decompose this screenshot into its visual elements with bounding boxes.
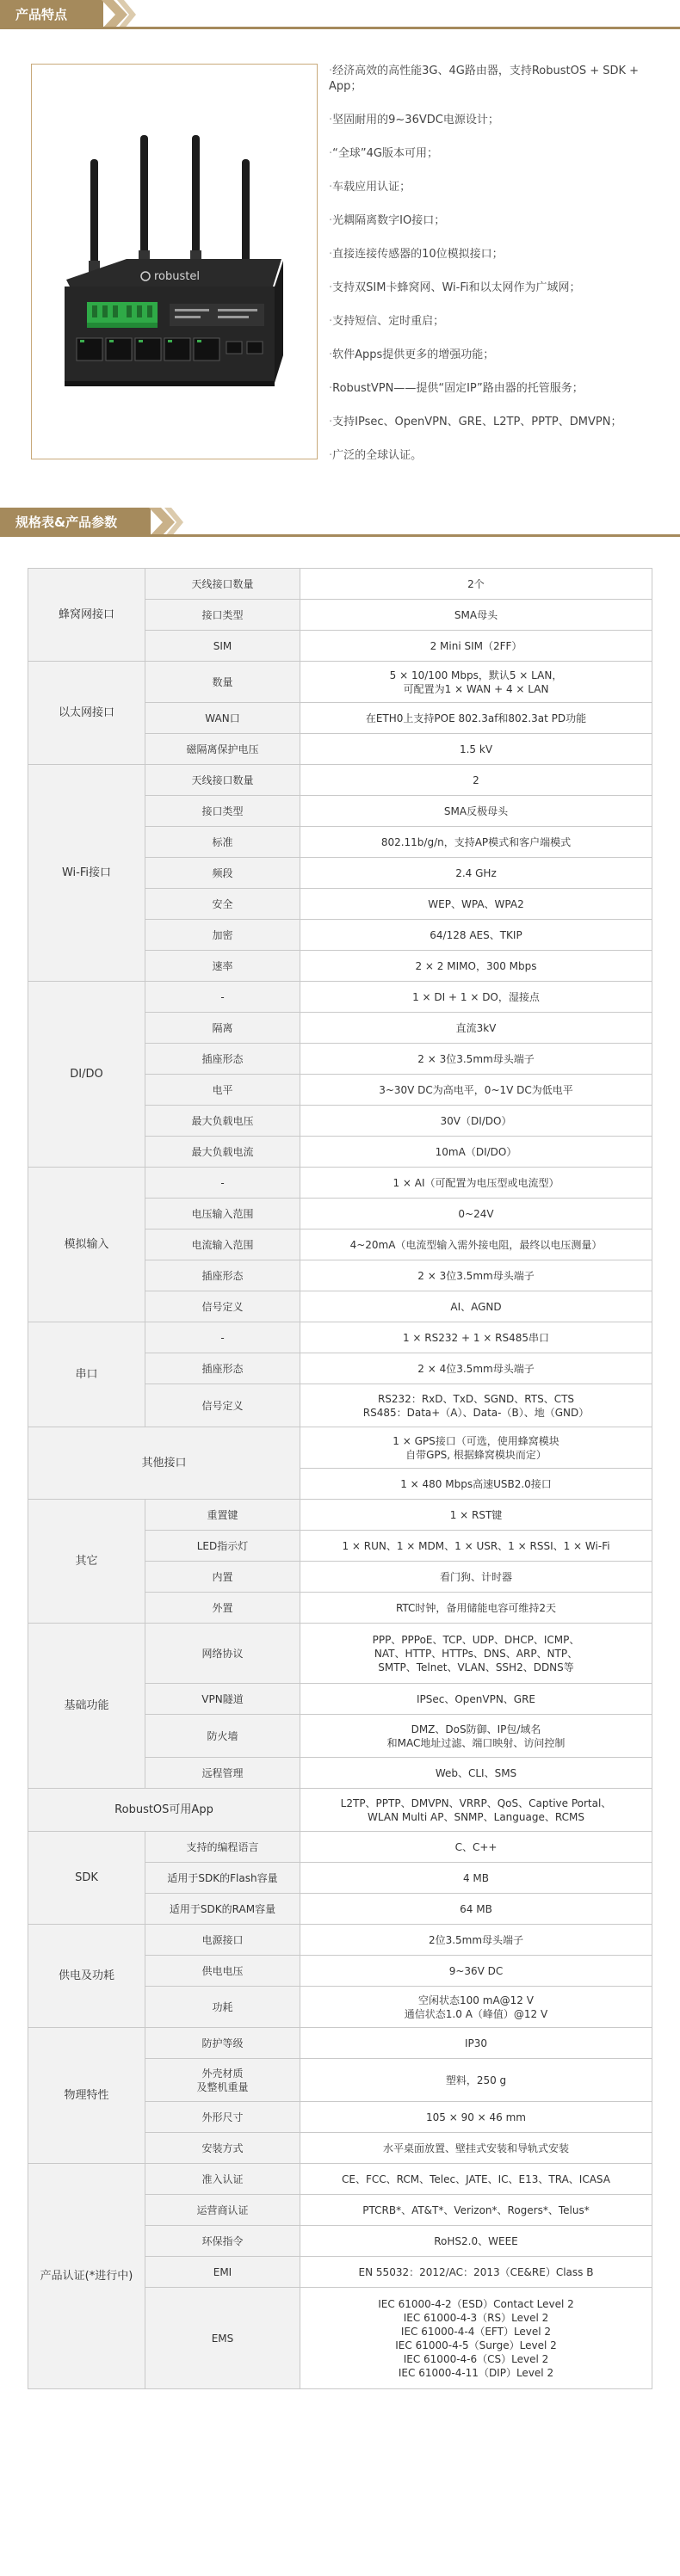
feature-list: [329, 64, 673, 482]
param-cell: 接口类型: [145, 796, 300, 827]
param-cell: 电流输入范围: [145, 1229, 300, 1260]
section-rule: [0, 534, 680, 537]
value-cell: 10mA（DI/DO）: [300, 1137, 652, 1168]
param-cell: 天线接口数量: [145, 765, 300, 796]
brand-logo-text: robustel: [154, 270, 200, 283]
param-cell: 隔离: [145, 1013, 300, 1044]
param-cell: 插座形态: [145, 1353, 300, 1384]
list-item: ·支持IPsec、OpenVPN、GRE、L2TP、PPTP、DMVPN；: [329, 416, 622, 428]
param-cell: 速率: [145, 951, 300, 982]
category-cell: 串口: [28, 1322, 145, 1427]
features-section-title: 产品特点: [0, 0, 103, 29]
param-cell: 插座形态: [145, 1260, 300, 1291]
param-cell: 频段: [145, 858, 300, 889]
list-item: ·广泛的全球认证。: [329, 449, 423, 462]
param-cell: 加密: [145, 920, 300, 951]
value-cell: RS232：RxD、TxD、SGND、RTS、CTS RS485：Data+（A）、Data-（B）、地（GND）: [300, 1384, 652, 1427]
param-cell: 最大负载电压: [145, 1106, 300, 1137]
list-item: ·“全球”4G版本可用；: [329, 147, 438, 160]
param-cell: 内置: [145, 1562, 300, 1593]
table-row: [28, 662, 652, 703]
value-cell: RTC时钟，备用储能电容可维持2天: [300, 1593, 652, 1624]
value-cell: IPSec、OpenVPN、GRE: [300, 1684, 652, 1715]
value-cell: 64 MB: [300, 1894, 652, 1925]
value-cell: 塑料，250 g: [300, 2059, 652, 2102]
value-cell: 直流3kV: [300, 1013, 652, 1044]
param-cell: 接口类型: [145, 600, 300, 631]
category-cell: DI/DO: [28, 982, 145, 1168]
value-cell: CE、FCC、RCM、Telec、JATE、IC、E13、TRA、ICASA: [300, 2164, 652, 2195]
value-cell: 2 × 3位3.5mm母头端子: [300, 1044, 652, 1075]
spec-table: [28, 568, 652, 2389]
value-cell: 1 × RUN、1 × MDM、1 × USR、1 × RSSI、1 × Wi-Fi: [300, 1531, 652, 1562]
param-cell: 信号定义: [145, 1384, 300, 1427]
value-cell: 64/128 AES、TKIP: [300, 920, 652, 951]
router-photo: [32, 65, 317, 459]
param-cell: 天线接口数量: [145, 569, 300, 600]
param-cell: 网络协议: [145, 1624, 300, 1684]
table-row: [28, 1925, 652, 1956]
value-cell: 802.11b/g/n，支持AP模式和客户端模式: [300, 827, 652, 858]
value-cell: 在ETH0上支持POE 802.3af和802.3at PD功能: [300, 703, 652, 734]
category-cell: RobustOS可用App: [28, 1789, 300, 1832]
value-cell: 3~30V DC为高电平，0~1V DC为低电平: [300, 1075, 652, 1106]
category-cell: 模拟输入: [28, 1168, 145, 1322]
table-row: [28, 1500, 652, 1531]
value-cell: RoHS2.0、WEEE: [300, 2226, 652, 2257]
category-cell: SDK: [28, 1832, 145, 1925]
table-row: [28, 1322, 652, 1353]
list-item: ·软件Apps提供更多的增强功能；: [329, 348, 495, 361]
category-cell: 供电及功耗: [28, 1925, 145, 2028]
value-cell: EN 55032：2012/AC：2013（CE&RE）Class B: [300, 2257, 652, 2288]
param-cell: SIM: [145, 631, 300, 662]
value-cell: SMA母头: [300, 600, 652, 631]
table-row: [28, 1168, 652, 1199]
value-cell: 2 × 3位3.5mm母头端子: [300, 1260, 652, 1291]
table-row: [28, 765, 652, 796]
value-cell: 4~20mA（电流型输入需外接电阻，最终以电压测量）: [300, 1229, 652, 1260]
param-cell: 远程管理: [145, 1758, 300, 1789]
table-row: [28, 2028, 652, 2059]
param-cell: 磁隔离保护电压: [145, 734, 300, 765]
value-cell: IP30: [300, 2028, 652, 2059]
value-cell: 空闲状态100 mA@12 V 通信状态1.0 A（峰值）@12 V: [300, 1987, 652, 2028]
list-item: ·车载应用认证；: [329, 181, 411, 194]
param-cell: 标准: [145, 827, 300, 858]
table-row: [28, 1789, 652, 1832]
param-cell: 数量: [145, 662, 300, 703]
table-row: [28, 1427, 652, 1469]
value-cell: AI、AGND: [300, 1291, 652, 1322]
value-cell: 1 × RS232 + 1 × RS485串口: [300, 1322, 652, 1353]
param-cell: 电压输入范围: [145, 1199, 300, 1229]
category-cell: 其它: [28, 1500, 145, 1624]
value-cell: Web、CLI、SMS: [300, 1758, 652, 1789]
value-cell: IEC 61000-4-2（ESD）Contact Level 2 IEC 61000-4-3（RS）Level 2 IEC 61000-4-4（EFT）Level 2 IEC 61000-4-5（Surge）Level 2 IEC 61000-4-6（CS）Level 2 IEC 61000-4-11（DIP）Level 2: [300, 2288, 652, 2389]
param-cell: LED指示灯: [145, 1531, 300, 1562]
category-cell: 基础功能: [28, 1624, 145, 1789]
list-item: ·RobustVPN——提供“固定IP”路由器的托管服务；: [329, 382, 584, 395]
table-row: [28, 569, 652, 600]
table-row: [28, 982, 652, 1013]
value-cell: PTCRB*、AT&T*、Verizon*、Rogers*、Telus*: [300, 2195, 652, 2226]
list-item: ·支持短信、定时重启；: [329, 315, 445, 328]
param-cell: WAN口: [145, 703, 300, 734]
product-image-frame: [31, 64, 318, 459]
value-cell: 9~36V DC: [300, 1956, 652, 1987]
value-cell: 2 × 2 MIMO，300 Mbps: [300, 951, 652, 982]
list-item: ·经济高效的高性能3G、4G路由器，支持RobustOS + SDK + App；: [329, 65, 640, 93]
param-cell: EMS: [145, 2288, 300, 2389]
value-cell: 1.5 kV: [300, 734, 652, 765]
param-cell: -: [145, 982, 300, 1013]
category-cell: Wi-Fi接口: [28, 765, 145, 982]
specs-section-title: 规格表&产品参数: [0, 508, 151, 537]
value-cell: 2: [300, 765, 652, 796]
value-cell: 5 × 10/100 Mbps，默认5 × LAN， 可配置为1 × WAN + 4 × LAN: [300, 662, 652, 703]
param-cell: 适用于SDK的Flash容量: [145, 1863, 300, 1894]
specs-section-header: [0, 508, 680, 537]
param-cell: 信号定义: [145, 1291, 300, 1322]
list-item: ·直接连接传感器的10位模拟接口；: [329, 248, 504, 261]
param-cell: EMI: [145, 2257, 300, 2288]
param-cell: VPN隧道: [145, 1684, 300, 1715]
value-cell: C、C++: [300, 1832, 652, 1863]
chevron-decoration-icon: [102, 0, 136, 29]
param-cell: 适用于SDK的RAM容量: [145, 1894, 300, 1925]
category-cell: 其他接口: [28, 1427, 300, 1500]
value-cell: WEP、WPA、WPA2: [300, 889, 652, 920]
param-cell: 电源接口: [145, 1925, 300, 1956]
param-cell: 安全: [145, 889, 300, 920]
param-cell: 功耗: [145, 1987, 300, 2028]
value-cell: 2个: [300, 569, 652, 600]
param-cell: 运营商认证: [145, 2195, 300, 2226]
value-cell: 4 MB: [300, 1863, 652, 1894]
value-cell: 0~24V: [300, 1199, 652, 1229]
value-cell: 30V（DI/DO）: [300, 1106, 652, 1137]
value-cell: 1 × AI（可配置为电压型或电流型）: [300, 1168, 652, 1199]
param-cell: 电平: [145, 1075, 300, 1106]
param-cell: -: [145, 1322, 300, 1353]
table-row: [28, 1624, 652, 1684]
param-cell: 重置键: [145, 1500, 300, 1531]
param-cell: 环保指令: [145, 2226, 300, 2257]
param-cell: 支持的编程语言: [145, 1832, 300, 1863]
value-cell: L2TP、PPTP、DMVPN、VRRP、QoS、Captive Portal、 WLAN Multi AP、SNMP、Language、RCMS: [300, 1789, 652, 1832]
spec-table-wrapper: [28, 568, 652, 2389]
value-cell: 1 × 480 Mbps高速USB2.0接口: [300, 1469, 652, 1500]
param-cell: 防护等级: [145, 2028, 300, 2059]
value-cell: 2 × 4位3.5mm母头端子: [300, 1353, 652, 1384]
param-cell: 防火墙: [145, 1715, 300, 1758]
param-cell: 安装方式: [145, 2133, 300, 2164]
category-cell: 产品认证(*进行中): [28, 2164, 145, 2389]
value-cell: 1 × GPS接口（可选，使用蜂窝模块 自带GPS, 根据蜂窝模块而定）: [300, 1427, 652, 1469]
value-cell: 2 Mini SIM（2FF）: [300, 631, 652, 662]
param-cell: -: [145, 1168, 300, 1199]
param-cell: 插座形态: [145, 1044, 300, 1075]
param-cell: 外置: [145, 1593, 300, 1624]
category-cell: 物理特性: [28, 2028, 145, 2164]
value-cell: 2位3.5mm母头端子: [300, 1925, 652, 1956]
value-cell: 1 × DI + 1 × DO，湿接点: [300, 982, 652, 1013]
value-cell: PPP、PPPoE、TCP、UDP、DHCP、ICMP、 NAT、HTTP、HTTPs、DNS、ARP、NTP、 SMTP、Telnet、VLAN、SSH2、DDNS等: [300, 1624, 652, 1684]
value-cell: DMZ、DoS防御、IP包/域名 和MAC地址过滤、端口映射、访问控制: [300, 1715, 652, 1758]
table-row: [28, 1832, 652, 1863]
param-cell: 外壳材质 及整机重量: [145, 2059, 300, 2102]
features-section: [0, 29, 680, 485]
param-cell: 外形尺寸: [145, 2102, 300, 2133]
param-cell: 供电电压: [145, 1956, 300, 1987]
value-cell: 2.4 GHz: [300, 858, 652, 889]
list-item: ·坚固耐用的9~36VDC电源设计；: [329, 114, 499, 126]
category-cell: 蜂窝网接口: [28, 569, 145, 662]
value-cell: 105 × 90 × 46 mm: [300, 2102, 652, 2133]
value-cell: SMA反极母头: [300, 796, 652, 827]
param-cell: 最大负载电流: [145, 1137, 300, 1168]
value-cell: 看门狗、计时器: [300, 1562, 652, 1593]
table-row: [28, 2164, 652, 2195]
category-cell: 以太网接口: [28, 662, 145, 765]
list-item: ·光耦隔离数字IO接口；: [329, 214, 446, 227]
chevron-decoration-icon: [149, 508, 183, 537]
features-section-header: [0, 0, 680, 29]
value-cell: 水平桌面放置、壁挂式安装和导轨式安装: [300, 2133, 652, 2164]
list-item: ·支持双SIM卡蜂窝网、Wi-Fi和以太网作为广域网；: [329, 281, 581, 294]
value-cell: 1 × RST键: [300, 1500, 652, 1531]
param-cell: 准入认证: [145, 2164, 300, 2195]
